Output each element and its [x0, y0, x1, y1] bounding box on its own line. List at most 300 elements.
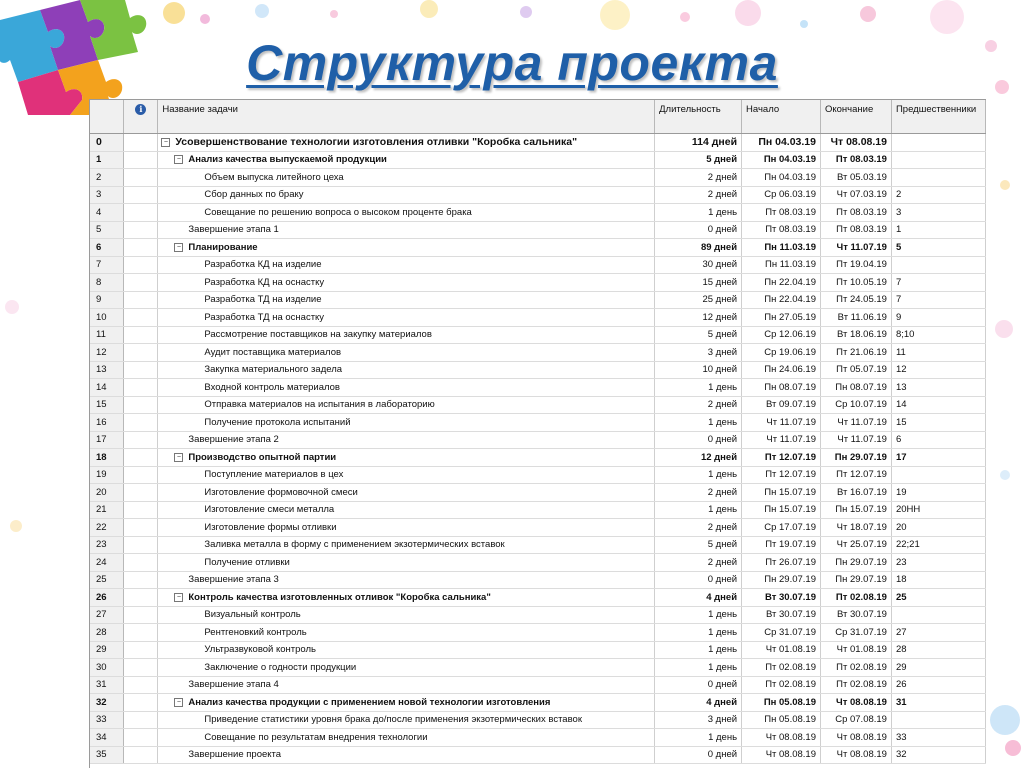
- predecessors-cell[interactable]: [891, 606, 985, 624]
- duration-cell[interactable]: 2 дней: [655, 186, 742, 204]
- task-name-label: Завершение этапа 3: [188, 574, 279, 586]
- row-id-cell[interactable]: 35: [90, 746, 124, 764]
- task-name-cell[interactable]: [158, 711, 655, 729]
- start-date-cell[interactable]: Пн 11.03.19: [742, 256, 821, 274]
- start-date-cell[interactable]: Чт 01.08.19: [742, 641, 821, 659]
- duration-cell[interactable]: 2 дней: [655, 519, 742, 537]
- task-name-label: Анализ качества продукции с применением новой технологии изготовления: [188, 696, 551, 708]
- task-name-label: Получение отливки: [204, 556, 290, 568]
- finish-date-cell[interactable]: Ср 10.07.19: [821, 396, 892, 414]
- task-name-label: Получение протокола испытаний: [204, 416, 351, 428]
- duration-cell[interactable]: 1 день: [655, 466, 742, 484]
- predecessors-cell[interactable]: 31: [891, 694, 985, 712]
- row-id-cell[interactable]: 21: [90, 501, 124, 519]
- predecessors-cell[interactable]: 29: [891, 659, 985, 677]
- start-date-cell[interactable]: Пн 22.04.19: [742, 274, 821, 292]
- collapse-toggle-icon[interactable]: −: [174, 155, 183, 164]
- table-row[interactable]: [90, 606, 986, 624]
- predecessors-cell[interactable]: 23: [891, 554, 985, 572]
- duration-cell[interactable]: 0 дней: [655, 746, 742, 764]
- task-name-cell[interactable]: [158, 379, 655, 397]
- row-id-cell[interactable]: 31: [90, 676, 124, 694]
- finish-date-cell[interactable]: Вт 30.07.19: [821, 606, 892, 624]
- row-id-cell[interactable]: 20: [90, 484, 124, 502]
- finish-date-cell[interactable]: Пт 02.08.19: [821, 659, 892, 677]
- task-name-cell[interactable]: [158, 501, 655, 519]
- row-id-cell[interactable]: 27: [90, 606, 124, 624]
- finish-date-cell[interactable]: Чт 08.08.19: [821, 729, 892, 747]
- collapse-toggle-icon[interactable]: −: [174, 453, 183, 462]
- decor-dot: [860, 6, 876, 22]
- row-id-cell[interactable]: 17: [90, 431, 124, 449]
- duration-cell[interactable]: 1 день: [655, 624, 742, 642]
- column-header-indicators[interactable]: [124, 100, 158, 134]
- finish-date-cell[interactable]: Чт 11.07.19: [821, 431, 892, 449]
- table-row[interactable]: [90, 169, 986, 187]
- table-row[interactable]: [90, 396, 986, 414]
- start-date-cell[interactable]: Пн 04.03.19: [742, 134, 821, 152]
- task-name-label: Ультразвуковой контроль: [204, 644, 316, 656]
- task-name-cell[interactable]: [158, 571, 655, 589]
- table-row[interactable]: [90, 624, 986, 642]
- start-date-cell[interactable]: Пн 15.07.19: [742, 501, 821, 519]
- slide-title: Структура проекта: [246, 35, 778, 91]
- table-row[interactable]: [90, 571, 986, 589]
- predecessors-cell[interactable]: 7: [891, 274, 985, 292]
- row-id-cell[interactable]: 9: [90, 291, 124, 309]
- task-name-label: Визуальный контроль: [204, 609, 301, 621]
- task-name-cell[interactable]: [158, 309, 655, 327]
- predecessors-cell[interactable]: [891, 711, 985, 729]
- start-date-cell[interactable]: Пн 27.05.19: [742, 309, 821, 327]
- row-indicator-cell: [124, 151, 158, 169]
- task-name-cell[interactable]: [158, 606, 655, 624]
- predecessors-cell[interactable]: 13: [891, 379, 985, 397]
- task-name-label: Совещание по решению вопроса о высоком проценте брака: [204, 206, 472, 218]
- row-id-cell[interactable]: 23: [90, 536, 124, 554]
- row-id-cell[interactable]: 34: [90, 729, 124, 747]
- column-header-duration[interactable]: Длительность: [655, 100, 742, 134]
- task-name-cell[interactable]: [158, 151, 655, 169]
- task-name-cell[interactable]: [158, 204, 655, 222]
- predecessors-cell[interactable]: [891, 256, 985, 274]
- start-date-cell[interactable]: Пн 15.07.19: [742, 484, 821, 502]
- row-indicator-cell: [124, 536, 158, 554]
- predecessors-cell[interactable]: 9: [891, 309, 985, 327]
- collapse-toggle-icon[interactable]: −: [174, 243, 183, 252]
- info-icon: i: [135, 104, 146, 115]
- row-id-cell[interactable]: 11: [90, 326, 124, 344]
- finish-date-cell[interactable]: Пт 08.03.19: [821, 221, 892, 239]
- finish-date-cell[interactable]: Ср 07.08.19: [821, 711, 892, 729]
- predecessors-cell[interactable]: 32: [891, 746, 985, 764]
- task-name-cell[interactable]: [158, 624, 655, 642]
- task-name-cell[interactable]: [158, 589, 655, 607]
- start-date-cell[interactable]: Пн 24.06.19: [742, 361, 821, 379]
- collapse-toggle-icon[interactable]: −: [174, 698, 183, 707]
- finish-date-cell[interactable]: Вт 18.06.19: [821, 326, 892, 344]
- start-date-cell[interactable]: Пт 02.08.19: [742, 659, 821, 677]
- predecessors-cell[interactable]: 20НН: [891, 501, 985, 519]
- duration-cell[interactable]: 1 день: [655, 414, 742, 432]
- finish-date-cell[interactable]: Пн 29.07.19: [821, 449, 892, 467]
- task-name-label: Аудит поставщика материалов: [204, 346, 342, 358]
- task-name-label: Завершение проекта: [188, 749, 282, 761]
- table-row[interactable]: [90, 501, 986, 519]
- predecessors-cell[interactable]: 8;10: [891, 326, 985, 344]
- predecessors-cell[interactable]: 25: [891, 589, 985, 607]
- start-date-cell[interactable]: Пн 11.03.19: [742, 239, 821, 257]
- row-id-cell[interactable]: 13: [90, 361, 124, 379]
- duration-cell[interactable]: 0 дней: [655, 571, 742, 589]
- finish-date-cell[interactable]: Пт 24.05.19: [821, 291, 892, 309]
- table-row[interactable]: [90, 309, 986, 327]
- finish-date-cell[interactable]: Пн 08.07.19: [821, 379, 892, 397]
- finish-date-cell[interactable]: Пт 08.03.19: [821, 151, 892, 169]
- finish-date-cell[interactable]: Чт 08.08.19: [821, 694, 892, 712]
- duration-cell[interactable]: 3 дней: [655, 711, 742, 729]
- finish-date-cell[interactable]: Чт 07.03.19: [821, 186, 892, 204]
- row-id-cell[interactable]: 3: [90, 186, 124, 204]
- predecessors-cell[interactable]: 11: [891, 344, 985, 362]
- finish-date-cell[interactable]: Пт 12.07.19: [821, 466, 892, 484]
- task-name-cell[interactable]: [158, 746, 655, 764]
- start-date-cell[interactable]: Вт 30.07.19: [742, 606, 821, 624]
- predecessors-cell[interactable]: 15: [891, 414, 985, 432]
- duration-cell[interactable]: 5 дней: [655, 151, 742, 169]
- table-row[interactable]: [90, 326, 986, 344]
- task-name-cell[interactable]: [158, 519, 655, 537]
- task-name-cell[interactable]: [158, 729, 655, 747]
- row-id-cell[interactable]: 7: [90, 256, 124, 274]
- duration-cell[interactable]: 0 дней: [655, 221, 742, 239]
- task-name-label: Планирование: [188, 241, 258, 253]
- duration-cell[interactable]: 12 дней: [655, 449, 742, 467]
- task-name-cell[interactable]: [158, 466, 655, 484]
- table-row[interactable]: [90, 344, 986, 362]
- start-date-cell[interactable]: Пн 08.07.19: [742, 379, 821, 397]
- row-indicator-cell: [124, 134, 158, 152]
- task-name-label: Заливка металла в форму с применением экзотермических вставок: [204, 539, 505, 551]
- start-date-cell[interactable]: Чт 11.07.19: [742, 431, 821, 449]
- task-name-cell[interactable]: [158, 221, 655, 239]
- duration-cell[interactable]: 10 дней: [655, 361, 742, 379]
- task-name-cell[interactable]: [158, 694, 655, 712]
- row-indicator-cell: [124, 746, 158, 764]
- start-date-cell[interactable]: Пт 12.07.19: [742, 449, 821, 467]
- duration-cell[interactable]: 1 день: [655, 659, 742, 677]
- finish-date-cell[interactable]: Чт 11.07.19: [821, 239, 892, 257]
- duration-cell[interactable]: 4 дней: [655, 694, 742, 712]
- finish-date-cell[interactable]: Вт 05.03.19: [821, 169, 892, 187]
- column-header-name[interactable]: Название задачи: [158, 100, 655, 134]
- task-name-label: Изготовление формы отливки: [204, 521, 337, 533]
- predecessors-cell[interactable]: [891, 151, 985, 169]
- row-id-cell[interactable]: 32: [90, 694, 124, 712]
- row-id-cell[interactable]: 10: [90, 309, 124, 327]
- row-id-cell[interactable]: 29: [90, 641, 124, 659]
- finish-date-cell[interactable]: Чт 08.08.19: [821, 746, 892, 764]
- table-row[interactable]: [90, 676, 986, 694]
- finish-date-cell[interactable]: Пт 08.03.19: [821, 204, 892, 222]
- finish-date-cell[interactable]: Чт 25.07.19: [821, 536, 892, 554]
- table-row[interactable]: [90, 694, 986, 712]
- task-name-label: Завершение этапа 4: [188, 679, 279, 691]
- start-date-cell[interactable]: Пн 05.08.19: [742, 694, 821, 712]
- start-date-cell[interactable]: Пн 04.03.19: [742, 169, 821, 187]
- column-header-start[interactable]: Начало: [742, 100, 821, 134]
- predecessors-cell[interactable]: 33: [891, 729, 985, 747]
- predecessors-cell[interactable]: 18: [891, 571, 985, 589]
- start-date-cell[interactable]: Ср 06.03.19: [742, 186, 821, 204]
- duration-cell[interactable]: 12 дней: [655, 309, 742, 327]
- duration-cell[interactable]: 114 дней: [655, 134, 742, 152]
- duration-cell[interactable]: 0 дней: [655, 431, 742, 449]
- duration-cell[interactable]: 2 дней: [655, 396, 742, 414]
- task-name-cell[interactable]: [158, 431, 655, 449]
- predecessors-cell[interactable]: 3: [891, 204, 985, 222]
- row-id-cell[interactable]: 4: [90, 204, 124, 222]
- table-row[interactable]: [90, 134, 986, 152]
- collapse-toggle-icon[interactable]: −: [174, 593, 183, 602]
- predecessors-cell[interactable]: 26: [891, 676, 985, 694]
- table-row[interactable]: [90, 554, 986, 572]
- row-indicator-cell: [124, 204, 158, 222]
- row-indicator-cell: [124, 414, 158, 432]
- predecessors-cell[interactable]: 28: [891, 641, 985, 659]
- finish-date-cell[interactable]: Ср 31.07.19: [821, 624, 892, 642]
- table-row[interactable]: [90, 256, 986, 274]
- finish-date-cell[interactable]: Чт 11.07.19: [821, 414, 892, 432]
- start-date-cell[interactable]: Пт 19.07.19: [742, 536, 821, 554]
- finish-date-cell[interactable]: Чт 08.08.19: [821, 134, 892, 152]
- predecessors-cell[interactable]: 20: [891, 519, 985, 537]
- predecessors-cell[interactable]: [891, 169, 985, 187]
- table-row[interactable]: [90, 659, 986, 677]
- task-name-cell[interactable]: [158, 484, 655, 502]
- task-name-cell[interactable]: [158, 641, 655, 659]
- row-indicator-cell: [124, 396, 158, 414]
- task-name-cell[interactable]: [158, 186, 655, 204]
- task-name-cell[interactable]: [158, 449, 655, 467]
- start-date-cell[interactable]: Пн 04.03.19: [742, 151, 821, 169]
- duration-cell[interactable]: 4 дней: [655, 589, 742, 607]
- predecessors-cell[interactable]: 27: [891, 624, 985, 642]
- row-id-cell[interactable]: 15: [90, 396, 124, 414]
- finish-date-cell[interactable]: Пт 21.06.19: [821, 344, 892, 362]
- task-name-cell[interactable]: [158, 414, 655, 432]
- task-name-cell[interactable]: [158, 554, 655, 572]
- task-name-cell[interactable]: [158, 536, 655, 554]
- duration-cell[interactable]: 2 дней: [655, 554, 742, 572]
- start-date-cell[interactable]: Ср 17.07.19: [742, 519, 821, 537]
- duration-cell[interactable]: 25 дней: [655, 291, 742, 309]
- task-name-cell[interactable]: [158, 239, 655, 257]
- row-id-cell[interactable]: 18: [90, 449, 124, 467]
- task-name-cell[interactable]: [158, 361, 655, 379]
- task-name-cell[interactable]: [158, 169, 655, 187]
- task-name-label: Заключение о годности продукции: [204, 661, 357, 673]
- duration-cell[interactable]: 1 день: [655, 501, 742, 519]
- start-date-cell[interactable]: Пт 12.07.19: [742, 466, 821, 484]
- duration-cell[interactable]: 30 дней: [655, 256, 742, 274]
- task-name-label: Сбор данных по браку: [204, 189, 304, 201]
- row-id-cell[interactable]: 22: [90, 519, 124, 537]
- task-name-cell[interactable]: [158, 344, 655, 362]
- table-row[interactable]: [90, 484, 986, 502]
- finish-date-cell[interactable]: Пт 02.08.19: [821, 589, 892, 607]
- task-grid: [90, 100, 986, 764]
- predecessors-cell[interactable]: 7: [891, 291, 985, 309]
- finish-date-cell[interactable]: Чт 01.08.19: [821, 641, 892, 659]
- start-date-cell[interactable]: Ср 12.06.19: [742, 326, 821, 344]
- start-date-cell[interactable]: Ср 31.07.19: [742, 624, 821, 642]
- table-row[interactable]: [90, 379, 986, 397]
- start-date-cell[interactable]: Пт 02.08.19: [742, 676, 821, 694]
- finish-date-cell[interactable]: Вт 16.07.19: [821, 484, 892, 502]
- row-id-cell[interactable]: 28: [90, 624, 124, 642]
- row-id-cell[interactable]: 19: [90, 466, 124, 484]
- column-header-predecessors[interactable]: Предшественники: [891, 100, 985, 134]
- duration-cell[interactable]: 1 день: [655, 729, 742, 747]
- start-date-cell[interactable]: Ср 19.06.19: [742, 344, 821, 362]
- predecessors-cell[interactable]: 2: [891, 186, 985, 204]
- duration-cell[interactable]: 3 дней: [655, 344, 742, 362]
- row-id-cell[interactable]: 1: [90, 151, 124, 169]
- finish-date-cell[interactable]: Пт 10.05.19: [821, 274, 892, 292]
- start-date-cell[interactable]: Пт 08.03.19: [742, 221, 821, 239]
- table-row[interactable]: [90, 274, 986, 292]
- predecessors-cell[interactable]: [891, 466, 985, 484]
- start-date-cell[interactable]: Пт 08.03.19: [742, 204, 821, 222]
- task-name-cell[interactable]: [158, 659, 655, 677]
- table-row[interactable]: [90, 519, 986, 537]
- table-row[interactable]: [90, 414, 986, 432]
- decor-dot: [163, 2, 185, 24]
- duration-cell[interactable]: 1 день: [655, 641, 742, 659]
- table-row[interactable]: [90, 449, 986, 467]
- row-id-cell[interactable]: 12: [90, 344, 124, 362]
- predecessors-cell[interactable]: 12: [891, 361, 985, 379]
- task-name-cell[interactable]: [158, 396, 655, 414]
- predecessors-cell[interactable]: [891, 134, 985, 152]
- table-row[interactable]: [90, 641, 986, 659]
- start-date-cell[interactable]: Пн 29.07.19: [742, 571, 821, 589]
- duration-cell[interactable]: 1 день: [655, 606, 742, 624]
- row-indicator-cell: [124, 449, 158, 467]
- finish-date-cell[interactable]: Вт 11.06.19: [821, 309, 892, 327]
- decor-dot: [520, 6, 532, 18]
- duration-cell[interactable]: 15 дней: [655, 274, 742, 292]
- table-row[interactable]: [90, 536, 986, 554]
- predecessors-cell[interactable]: 14: [891, 396, 985, 414]
- table-row[interactable]: [90, 729, 986, 747]
- row-id-cell[interactable]: 33: [90, 711, 124, 729]
- table-row[interactable]: [90, 204, 986, 222]
- table-row[interactable]: [90, 291, 986, 309]
- duration-cell[interactable]: 89 дней: [655, 239, 742, 257]
- row-indicator-cell: [124, 711, 158, 729]
- task-name-cell[interactable]: [158, 326, 655, 344]
- table-row[interactable]: [90, 711, 986, 729]
- row-id-cell[interactable]: 30: [90, 659, 124, 677]
- row-id-cell[interactable]: 16: [90, 414, 124, 432]
- row-id-cell[interactable]: 25: [90, 571, 124, 589]
- finish-date-cell[interactable]: Чт 18.07.19: [821, 519, 892, 537]
- duration-cell[interactable]: 5 дней: [655, 326, 742, 344]
- duration-cell[interactable]: 5 дней: [655, 536, 742, 554]
- predecessors-cell[interactable]: 5: [891, 239, 985, 257]
- column-header-finish[interactable]: Окончание: [821, 100, 892, 134]
- predecessors-cell[interactable]: 6: [891, 431, 985, 449]
- start-date-cell[interactable]: Чт 11.07.19: [742, 414, 821, 432]
- task-name-cell[interactable]: [158, 134, 655, 152]
- duration-cell[interactable]: 0 дней: [655, 676, 742, 694]
- row-id-cell[interactable]: 24: [90, 554, 124, 572]
- finish-date-cell[interactable]: Пт 05.07.19: [821, 361, 892, 379]
- table-row[interactable]: [90, 239, 986, 257]
- table-row[interactable]: [90, 151, 986, 169]
- task-name-cell[interactable]: [158, 676, 655, 694]
- table-row[interactable]: [90, 361, 986, 379]
- start-date-cell[interactable]: Чт 08.08.19: [742, 746, 821, 764]
- duration-cell[interactable]: 2 дней: [655, 484, 742, 502]
- duration-cell[interactable]: 1 день: [655, 379, 742, 397]
- start-date-cell[interactable]: Пн 05.08.19: [742, 711, 821, 729]
- row-id-cell[interactable]: 6: [90, 239, 124, 257]
- row-indicator-cell: [124, 519, 158, 537]
- column-header-id[interactable]: [90, 100, 124, 134]
- row-id-cell[interactable]: 0: [90, 134, 124, 152]
- start-date-cell[interactable]: Чт 08.08.19: [742, 729, 821, 747]
- finish-date-cell[interactable]: Пт 19.04.19: [821, 256, 892, 274]
- finish-date-cell[interactable]: Пн 29.07.19: [821, 554, 892, 572]
- row-id-cell[interactable]: 14: [90, 379, 124, 397]
- start-date-cell[interactable]: Пт 26.07.19: [742, 554, 821, 572]
- table-row[interactable]: [90, 186, 986, 204]
- table-row[interactable]: [90, 466, 986, 484]
- row-id-cell[interactable]: 5: [90, 221, 124, 239]
- row-indicator-cell: [124, 484, 158, 502]
- duration-cell[interactable]: 1 день: [655, 204, 742, 222]
- predecessors-cell[interactable]: 1: [891, 221, 985, 239]
- task-name-cell[interactable]: [158, 291, 655, 309]
- row-id-cell[interactable]: 26: [90, 589, 124, 607]
- task-table-body: [90, 134, 986, 764]
- decor-dot: [5, 300, 19, 314]
- row-id-cell[interactable]: 8: [90, 274, 124, 292]
- table-row[interactable]: [90, 746, 986, 764]
- predecessors-cell[interactable]: 17: [891, 449, 985, 467]
- predecessors-cell[interactable]: 19: [891, 484, 985, 502]
- start-date-cell[interactable]: Вт 09.07.19: [742, 396, 821, 414]
- finish-date-cell[interactable]: Пн 29.07.19: [821, 571, 892, 589]
- task-name-cell[interactable]: [158, 274, 655, 292]
- row-id-cell[interactable]: 2: [90, 169, 124, 187]
- task-name-cell[interactable]: [158, 256, 655, 274]
- table-row[interactable]: [90, 589, 986, 607]
- start-date-cell[interactable]: Вт 30.07.19: [742, 589, 821, 607]
- finish-date-cell[interactable]: Пт 02.08.19: [821, 676, 892, 694]
- predecessors-cell[interactable]: 22;21: [891, 536, 985, 554]
- table-row[interactable]: [90, 221, 986, 239]
- table-row[interactable]: [90, 431, 986, 449]
- task-name-label: Приведение статистики уровня брака до/после применения экзотермических вставок: [204, 714, 582, 726]
- start-date-cell[interactable]: Пн 22.04.19: [742, 291, 821, 309]
- duration-cell[interactable]: 2 дней: [655, 169, 742, 187]
- collapse-toggle-icon[interactable]: −: [161, 138, 170, 147]
- finish-date-cell[interactable]: Пн 15.07.19: [821, 501, 892, 519]
